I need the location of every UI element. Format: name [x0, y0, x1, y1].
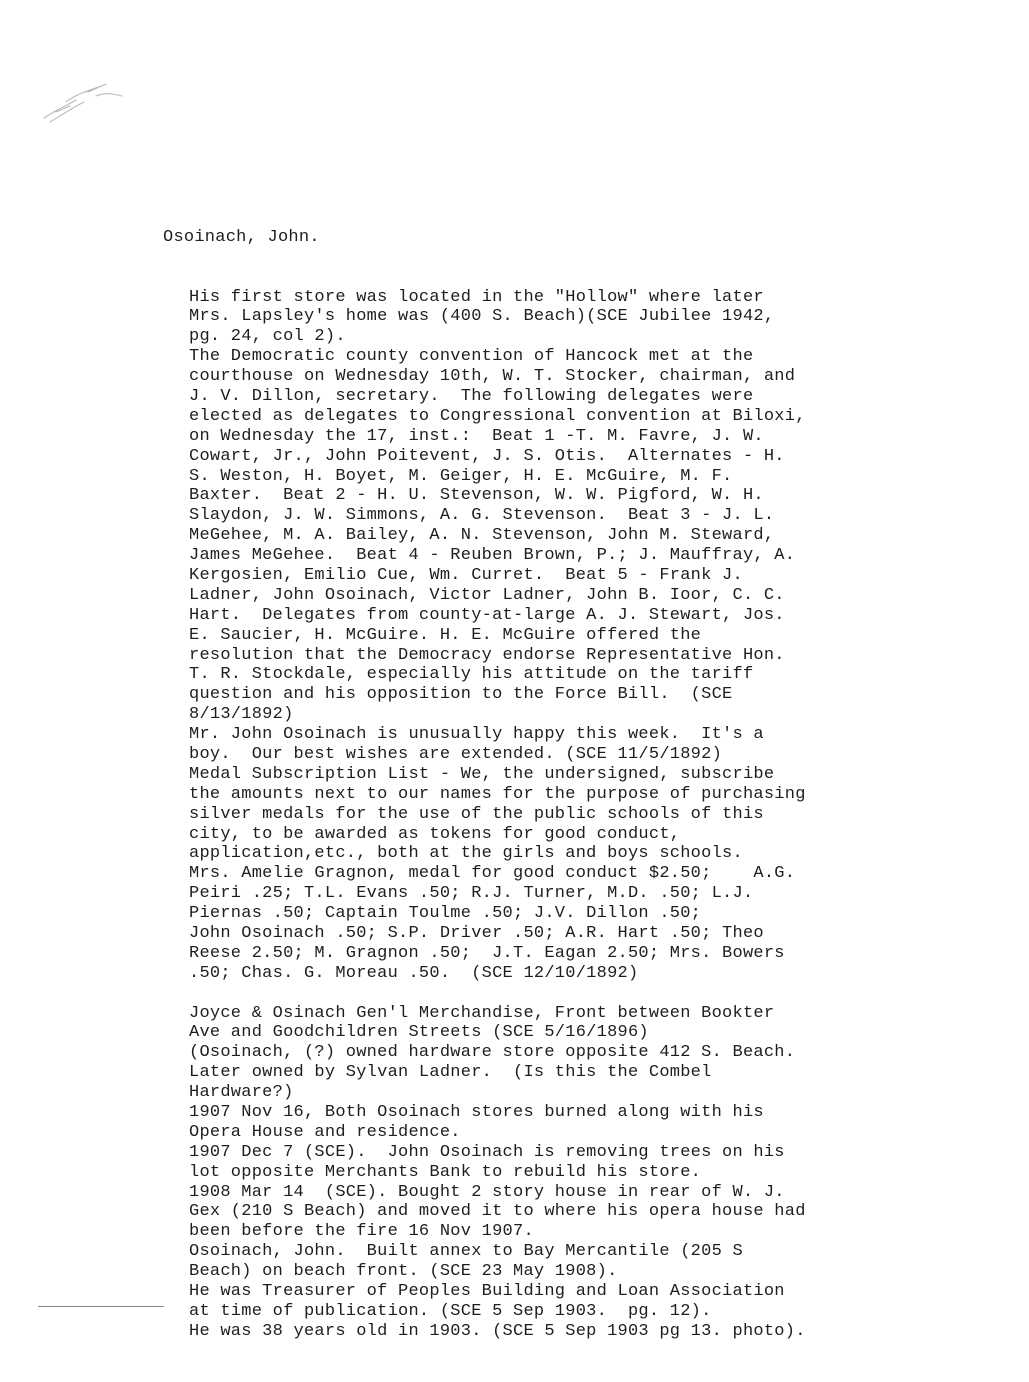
text-line: lot opposite Merchants Bank to rebuild his store. — [189, 1162, 702, 1182]
text-line: The Democratic county convention of Hancock met at the — [189, 347, 754, 367]
text-line: Osoinach, John. Built annex to Bay Mercantile (205 S — [189, 1242, 743, 1262]
text-line: Joyce & Osinach Gen'l Merchandise, Front between Bookter — [189, 1003, 775, 1023]
text-line: resolution that the Democracy endorse Representative Hon. — [189, 645, 785, 665]
text-line: Kergosien, Emilio Cue, Wm. Curret. Beat 5 - Frank J. — [189, 565, 743, 585]
text-line: Baxter. Beat 2 - H. U. Stevenson, W. W. Pigford, W. H. — [189, 486, 764, 506]
text-line: Cowart, Jr., John Poitevent, J. S. Otis. Alternates - H. — [189, 446, 785, 466]
text-line: the amounts next to our names for the purpose of purchasing — [189, 784, 806, 804]
text-line: elected as delegates to Congressional convention at Biloxi, — [189, 406, 806, 426]
text-line: .50; Chas. G. Moreau .50. (SCE 12/10/1892) — [189, 963, 639, 983]
text-line: His first store was located in the "Hollow" where later — [189, 287, 764, 307]
text-line: been before the fire 16 Nov 1907. — [189, 1222, 534, 1242]
text-line: Opera House and residence. — [189, 1122, 461, 1142]
text-line: T. R. Stockdale, especially his attitude on the tariff — [189, 665, 754, 685]
document-body — [163, 188, 1013, 1382]
text-line: Peiri .25; T.L. Evans .50; R.J. Turner, M.D. .50; L.J. — [189, 884, 754, 904]
text-line: (Osoinach, (?) owned hardware store opposite 412 S. Beach. — [189, 1043, 796, 1063]
text-line: at time of publication. (SCE 5 Sep 1903. pg. 12). — [189, 1301, 712, 1321]
blank-line — [163, 984, 1013, 1004]
text-line: 8/13/1892) — [189, 705, 294, 725]
pencil-mark-icon — [36, 72, 126, 128]
text-line: He was Treasurer of Peoples Building and Loan Association — [189, 1282, 785, 1302]
text-line: application,etc., both at the girls and boys schools. — [189, 844, 743, 864]
text-line: pg. 24, col 2). — [189, 327, 346, 347]
text-line: Mr. John Osoinach is unusually happy this week. It's a — [189, 725, 764, 745]
entry-heading: Osoinach, John. — [163, 227, 320, 247]
text-line: Later owned by Sylvan Ladner. (Is this the Combel — [189, 1063, 712, 1083]
text-line: Hart. Delegates from county-at-large A. J. Stewart, Jos. — [189, 605, 785, 625]
text-line: MeGehee, M. A. Bailey, A. N. Stevenson, John M. Steward, — [189, 526, 775, 546]
text-line: James MeGehee. Beat 4 - Reuben Brown, P.; J. Mauffray, A. — [189, 546, 796, 566]
text-line: Mrs. Amelie Gragnon, medal for good conduct $2.50; A.G. — [189, 864, 796, 884]
text-line: 1907 Nov 16, Both Osoinach stores burned along with his — [189, 1103, 764, 1123]
text-line: courthouse on Wednesday 10th, W. T. Stocker, chairman, and — [189, 367, 796, 387]
text-line: John Osoinach .50; S.P. Driver .50; A.R. Hart .50; Theo — [189, 924, 764, 944]
text-line: 1907 Dec 7 (SCE). John Osoinach is removing trees on his — [189, 1142, 785, 1162]
entry-lines — [163, 288, 1013, 1342]
text-line: Slaydon, J. W. Simmons, A. G. Stevenson. Beat 3 - J. L. — [189, 506, 775, 526]
text-line: Medal Subscription List - We, the undersigned, subscribe — [189, 764, 775, 784]
text-line: E. Saucier, H. McGuire. H. E. McGuire offered the — [189, 625, 702, 645]
footer-divider — [38, 1306, 164, 1307]
text-line: Mrs. Lapsley's home was (400 S. Beach)(SCE Jubilee 1942, — [189, 307, 775, 327]
text-line: Piernas .50; Captain Toulme .50; J.V. Dillon .50; — [189, 904, 702, 924]
text-line: S. Weston, H. Boyet, M. Geiger, H. E. McGuire, M. F. — [189, 466, 733, 486]
text-line: Ave and Goodchildren Streets (SCE 5/16/1896) — [189, 1023, 649, 1043]
text-line: J. V. Dillon, secretary. The following delegates were — [189, 386, 754, 406]
text-line: He was 38 years old in 1903. (SCE 5 Sep 1903 pg 13. photo). — [189, 1321, 806, 1341]
text-line: question and his opposition to the Force Bill. (SCE — [189, 685, 733, 705]
text-line: Ladner, John Osoinach, Victor Ladner, John B. Ioor, C. C. — [189, 585, 785, 605]
text-line: Hardware?) — [189, 1083, 294, 1103]
text-line: on Wednesday the 17, inst.: Beat 1 -T. M. Favre, J. W. — [189, 426, 764, 446]
text-line: silver medals for the use of the public schools of this — [189, 804, 764, 824]
text-line: boy. Our best wishes are extended. (SCE 11/5/1892) — [189, 745, 723, 764]
text-line: Gex (210 S Beach) and moved it to where his opera house had — [189, 1202, 806, 1222]
text-line: 1908 Mar 14 (SCE). Bought 2 story house in rear of W. J. — [189, 1182, 785, 1202]
text-line: Beach) on beach front. (SCE 23 May 1908). — [189, 1262, 618, 1282]
text-line: Reese 2.50; M. Gragnon .50; J.T. Eagan 2.50; Mrs. Bowers — [189, 943, 785, 963]
text-line: city, to be awarded as tokens for good conduct, — [189, 824, 681, 844]
